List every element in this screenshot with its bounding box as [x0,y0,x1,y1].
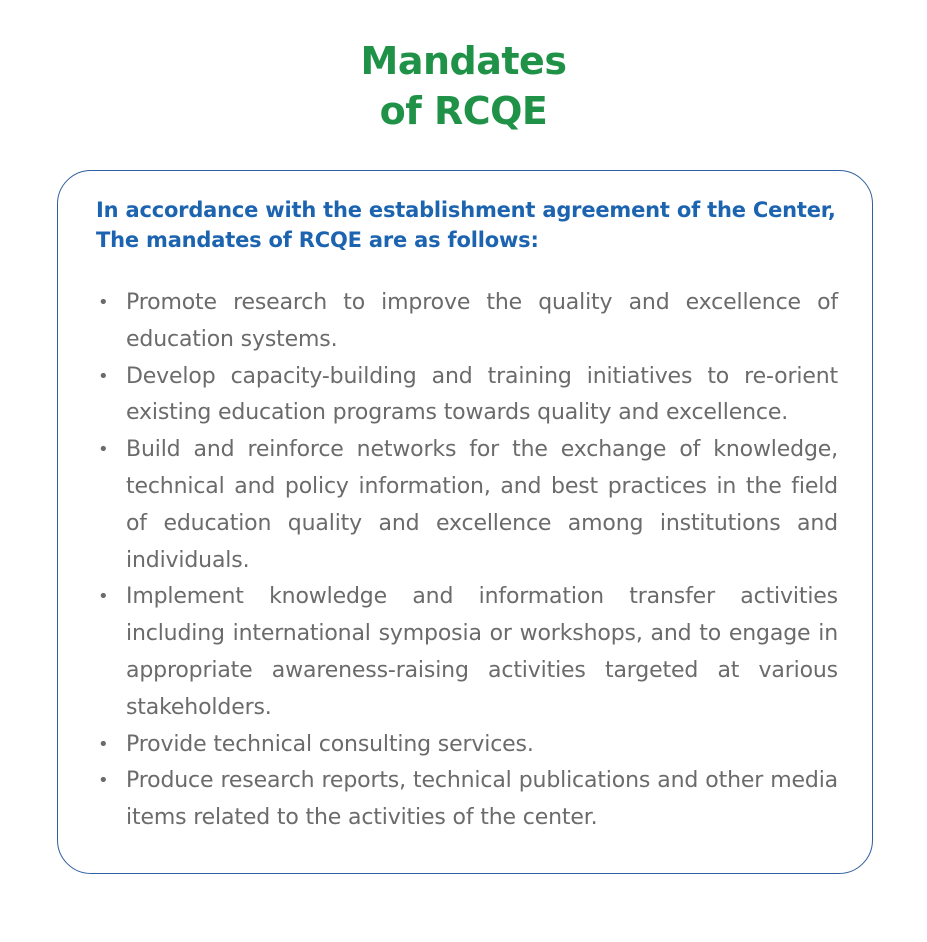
intro-line-1: In accordance with the establishment agreement of the Center, [96,198,836,222]
page-title [0,36,927,136]
bullet-icon: • [98,770,109,792]
page-title-line-2: of RCQE [379,89,548,133]
intro-line-2: The mandates of RCQE are as follows: [96,228,539,252]
page-title-line-1: Mandates [360,39,567,83]
mandate-text: Implement knowledge and information transfer activities including international symposia or workshops, and to engage in appropriate awareness-raising activities targeted at various stakeholders. [126,584,838,720]
bullet-icon: • [98,292,109,313]
list-item [98,359,838,433]
mandates-card [57,170,873,874]
bullet-icon: • [98,365,109,387]
bullet-icon: • [98,586,109,608]
list-item [98,285,838,359]
bullet-icon: • [98,733,109,755]
intro-heading [96,195,841,255]
list-item [98,763,838,837]
mandate-text: Promote research to improve the quality and excellence of education systems. [126,290,838,352]
list-item [98,727,838,764]
mandate-text: Develop capacity-building and training initiatives to re-orient existing education programs towards quality and excellence. [126,363,838,426]
mandate-text: Build and reinforce networks for the exchange of knowledge, technical and policy information, and best practices in the field of education quality and excellence among institutions and individuals. [126,437,838,573]
mandates-list [98,285,838,837]
list-item [98,579,838,726]
mandate-text: Provide technical consulting services. [126,731,534,757]
mandate-text: Produce research reports, technical publications and other media items related to the activities of the center. [126,768,838,831]
bullet-icon: • [98,439,109,461]
list-item [98,432,838,579]
